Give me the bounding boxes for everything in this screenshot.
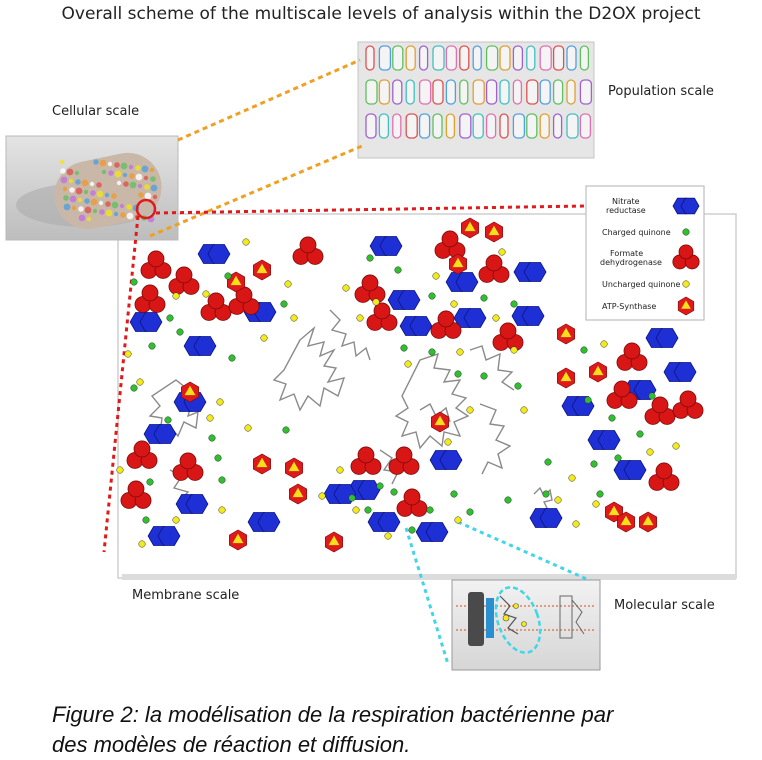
uncharged-quinone-icon: [291, 315, 298, 322]
population-cell: [420, 80, 431, 104]
population-cell: [487, 114, 496, 138]
nitrate-reductase-icon: [446, 273, 478, 292]
population-cell: [500, 80, 509, 104]
uncharged-quinone-icon: [373, 299, 380, 306]
uncharged-quinone-icon: [569, 475, 576, 482]
uncharged-quinone-icon: [385, 533, 392, 540]
population-cell: [446, 114, 454, 138]
population-cell: [406, 46, 415, 70]
charged-quinone-icon: [131, 279, 138, 286]
population-cell: [460, 46, 469, 70]
population-cell: [473, 46, 481, 70]
charged-quinone-icon: [481, 373, 488, 380]
nitrate-reductase-icon: [514, 263, 546, 282]
uncharged-quinone-icon: [245, 425, 252, 432]
nitrate-reductase-icon: [184, 337, 216, 356]
uncharged-quinone-icon: [493, 315, 500, 322]
population-cell: [540, 114, 549, 138]
population-cell: [379, 114, 388, 138]
charged-quinone-icon: [391, 489, 398, 496]
membrane-scale-label: Membrane scale: [132, 588, 240, 603]
population-cell: [513, 114, 524, 138]
charged-quinone-icon: [615, 455, 622, 462]
population-cell: [379, 46, 390, 70]
charged-quinone-icon: [225, 273, 232, 280]
nitrate-reductase-icon: [588, 431, 620, 450]
uncharged-quinone-icon: [139, 541, 146, 548]
population-cell: [473, 80, 484, 104]
charged-quinone-icon: [649, 393, 656, 400]
uncharged-quinone-icon: [285, 281, 292, 288]
population-cell: [460, 80, 468, 104]
legend-label-3: Uncharged quinone: [602, 280, 681, 289]
uncharged-quinone-icon: [173, 517, 180, 524]
uncharged-quinone-icon: [405, 361, 412, 368]
uncharged-quinone-icon: [433, 273, 440, 280]
population-cell: [446, 80, 455, 104]
charged-quinone-icon: [543, 491, 550, 498]
uncharged-quinone-icon: [173, 293, 180, 300]
population-cell: [406, 80, 414, 104]
charged-quinone-icon: [545, 459, 552, 466]
population-cell: [540, 80, 550, 104]
legend-label-4: ATP-Synthase: [602, 302, 657, 311]
charged-quinone-icon: [167, 315, 174, 322]
population-cell: [366, 80, 377, 104]
uncharged-quinone-icon: [455, 517, 462, 524]
population-cell: [487, 46, 498, 70]
charged-quinone-icon: [365, 507, 372, 514]
charged-quinone-icon: [401, 345, 408, 352]
nitrate-reductase-icon: [416, 523, 448, 542]
population-cell: [527, 114, 537, 138]
uncharged-quinone-icon: [319, 493, 326, 500]
charged-quinone-icon: [281, 301, 288, 308]
nitrate-reductase-icon: [430, 451, 462, 470]
charged-quinone-icon: [349, 495, 356, 502]
uncharged-quinone-icon: [673, 443, 680, 450]
nitrate-reductase-icon: [198, 245, 230, 264]
charged-quinone-icon: [581, 347, 588, 354]
population-cell: [446, 46, 456, 70]
population-cell: [580, 80, 591, 104]
molecular-panel: [452, 580, 600, 670]
population-cell: [433, 80, 443, 104]
nitrate-reductase-icon: [646, 329, 678, 348]
charged-quinone-icon: [149, 343, 156, 350]
population-cell: [406, 114, 417, 138]
caption-line-1: Figure 2: la modélisation de la respiration bactérienne par: [52, 702, 614, 727]
charged-quinone-icon: [505, 497, 512, 504]
charged-quinone-icon: [451, 491, 458, 498]
uncharged-quinone-icon: [521, 407, 528, 414]
population-panel: [358, 42, 594, 158]
uncharged-quinone-icon: [593, 501, 600, 508]
uncharged-quinone-icon: [125, 351, 132, 358]
uncharged-quinone-icon: [261, 335, 268, 342]
nitrate-reductase-icon: [248, 513, 280, 532]
figure-title: Overall scheme of the multiscale levels of analysis within the D2OX project: [61, 4, 701, 24]
nitrate-reductase-icon: [664, 363, 696, 382]
charged-quinone-icon: [427, 507, 434, 514]
uncharged-quinone-icon: [353, 507, 360, 514]
population-cell: [567, 46, 576, 70]
population-cell: [567, 80, 575, 104]
population-cell: [567, 114, 578, 138]
uncharged-quinone-icon: [357, 315, 364, 322]
charged-quinone-icon: [395, 267, 402, 274]
population-cell: [554, 46, 564, 70]
charged-quinone-icon: [515, 383, 522, 390]
population-cell: [513, 46, 522, 70]
uncharged-quinone-icon: [683, 281, 690, 288]
population-cell: [527, 80, 538, 104]
population-cell: [433, 46, 444, 70]
uncharged-quinone-icon: [217, 399, 224, 406]
legend-label-1: Charged quinone: [602, 228, 671, 237]
charged-quinone-icon: [683, 229, 690, 236]
charged-quinone-icon: [637, 431, 644, 438]
charged-quinone-icon: [377, 483, 384, 490]
molecular-scale-label: Molecular scale: [614, 598, 715, 613]
population-cell: [420, 46, 428, 70]
population-cell: [554, 114, 562, 138]
charged-quinone-icon: [209, 435, 216, 442]
nitrate-reductase-icon: [368, 513, 400, 532]
uncharged-quinone-icon: [343, 285, 350, 292]
nitrate-reductase-icon: [148, 527, 180, 546]
charged-quinone-icon: [215, 455, 222, 462]
uncharged-quinone-icon: [337, 467, 344, 474]
population-cell: [580, 46, 588, 70]
nitrate-reductase-icon: [144, 425, 176, 444]
charged-quinone-icon: [283, 427, 290, 434]
population-cell: [366, 46, 374, 70]
legend-label-2: Formate dehydrogenase: [600, 249, 662, 267]
population-cell: [393, 114, 401, 138]
population-cell: [366, 114, 376, 138]
uncharged-quinone-icon: [647, 449, 654, 456]
charged-quinone-icon: [597, 491, 604, 498]
population-cell: [540, 46, 551, 70]
legend-label-0: Nitrate reductase: [606, 197, 646, 215]
population-cell: [554, 80, 563, 104]
uncharged-quinone-icon: [219, 507, 226, 514]
cellular-scale-label: Cellular scale: [52, 104, 140, 119]
charged-quinone-icon: [455, 371, 462, 378]
nitrate-reductase-icon: [512, 307, 544, 326]
uncharged-quinone-icon: [511, 347, 518, 354]
population-cell: [487, 80, 497, 104]
uncharged-quinone-icon: [499, 249, 506, 256]
charged-quinone-icon: [409, 527, 416, 534]
population-cell: [433, 114, 442, 138]
nitrate-reductase-icon: [130, 313, 162, 332]
uncharged-quinone-icon: [601, 341, 608, 348]
charged-quinone-icon: [131, 385, 138, 392]
nitrate-reductase-icon: [614, 461, 646, 480]
charged-quinone-icon: [429, 349, 436, 356]
population-cell: [393, 80, 402, 104]
legend: [586, 186, 704, 320]
charged-quinone-icon: [165, 417, 172, 424]
charged-quinone-icon: [467, 509, 474, 516]
uncharged-quinone-icon: [243, 239, 250, 246]
uncharged-quinone-icon: [457, 349, 464, 356]
uncharged-quinone-icon: [467, 407, 474, 414]
population-cell: [500, 114, 508, 138]
population-cell: [500, 46, 510, 70]
uncharged-quinone-icon: [203, 291, 210, 298]
charged-quinone-icon: [229, 355, 236, 362]
nitrate-reductase-icon: [176, 495, 208, 514]
uncharged-quinone-icon: [451, 301, 458, 308]
population-cell: [473, 114, 483, 138]
charged-quinone-icon: [219, 477, 226, 484]
population-cell: [420, 114, 430, 138]
charged-quinone-icon: [511, 301, 518, 308]
charged-quinone-icon: [481, 295, 488, 302]
cellular-panel: [6, 136, 178, 240]
uncharged-quinone-icon: [117, 467, 124, 474]
charged-quinone-icon: [585, 397, 592, 404]
charged-quinone-icon: [177, 329, 184, 336]
nitrate-reductase-icon: [370, 237, 402, 256]
charged-quinone-icon: [147, 479, 154, 486]
charged-quinone-icon: [367, 255, 374, 262]
population-cell: [393, 46, 403, 70]
uncharged-quinone-icon: [137, 379, 144, 386]
population-cell: [379, 80, 389, 104]
uncharged-quinone-icon: [555, 497, 562, 504]
uncharged-quinone-icon: [445, 439, 452, 446]
charged-quinone-icon: [591, 461, 598, 468]
population-cell: [513, 80, 521, 104]
figure-caption: [52, 700, 752, 760]
uncharged-quinone-icon: [573, 521, 580, 528]
charged-quinone-icon: [429, 293, 436, 300]
caption-line-2: des modèles de réaction et diffusion.: [52, 732, 411, 757]
nitrate-reductase-icon: [530, 509, 562, 528]
uncharged-quinone-icon: [207, 415, 214, 422]
charged-quinone-icon: [143, 517, 150, 524]
nitrate-reductase-icon: [388, 291, 420, 310]
population-cell: [460, 114, 471, 138]
nitrate-reductase-icon: [400, 317, 432, 336]
population-cell: [527, 46, 535, 70]
population-scale-label: Population scale: [608, 84, 714, 99]
nitrate-reductase-icon: [673, 198, 699, 214]
charged-quinone-icon: [609, 415, 616, 422]
population-cell: [580, 114, 590, 138]
